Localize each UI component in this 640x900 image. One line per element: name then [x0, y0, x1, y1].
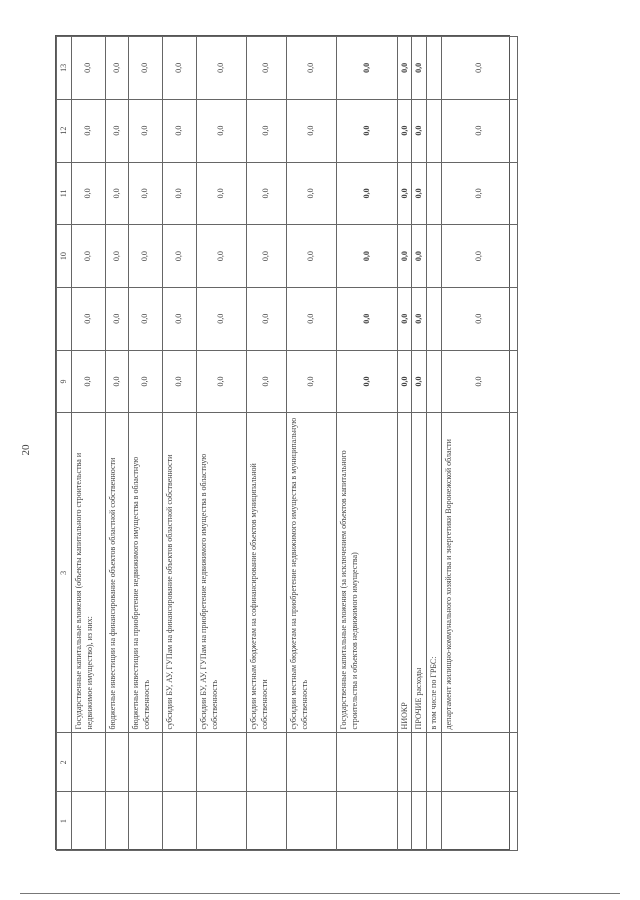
value-cell: 0,0	[105, 162, 128, 225]
page-number: 20	[20, 444, 32, 456]
empty-cell	[336, 792, 397, 851]
value-cell: 0,0	[105, 99, 128, 162]
value-cell: 0,0	[105, 225, 128, 288]
row-description: Государственные капитальные вложения (объекты капитального строительства и недвижимое имущество), из них:	[71, 413, 105, 733]
value-cell: 0,0	[196, 37, 246, 100]
page-bottom-rule	[20, 893, 620, 894]
value-cell: 0,0	[412, 225, 427, 288]
header-cell: 9	[57, 350, 72, 413]
value-cell: 0,0	[412, 99, 427, 162]
value-cell: 0,0	[412, 37, 427, 100]
table-row	[412, 37, 427, 851]
table-row	[105, 37, 128, 851]
empty-cell	[162, 733, 196, 792]
value-cell: 0,0	[397, 37, 412, 100]
header-cell: 1	[57, 792, 72, 851]
value-cell: 0,0	[286, 225, 336, 288]
value-cell: 0,0	[162, 99, 196, 162]
empty-cell	[441, 733, 517, 792]
table-header-row	[57, 37, 72, 851]
empty-cell	[397, 733, 412, 792]
header-cell: 12	[57, 99, 72, 162]
header-cell: 10	[57, 225, 72, 288]
empty-cell	[246, 792, 286, 851]
row-description: в том числе по ГРБС:	[426, 413, 441, 733]
value-cell: 0,0	[128, 225, 162, 288]
table-row	[246, 37, 286, 851]
value-cell: 0,0	[71, 162, 105, 225]
value-cell: 0,0	[128, 287, 162, 350]
value-cell: 0,0	[246, 225, 286, 288]
empty-cell	[71, 733, 105, 792]
table-row	[426, 37, 441, 851]
value-cell: 0,0	[128, 350, 162, 413]
value-cell: 0,0	[412, 287, 427, 350]
value-cell: 0,0	[128, 37, 162, 100]
empty-cell	[196, 733, 246, 792]
value-cell	[426, 225, 441, 288]
empty-cell	[196, 792, 246, 851]
value-cell: 0,0	[336, 350, 397, 413]
empty-cell	[397, 792, 412, 851]
value-cell: 0,0	[71, 225, 105, 288]
table-row	[196, 37, 246, 851]
value-cell: 0,0	[128, 162, 162, 225]
value-cell: 0,0	[196, 162, 246, 225]
value-cell: 0,0	[336, 37, 397, 100]
value-cell: 0,0	[397, 350, 412, 413]
row-description: субсидии местным бюджетам на софинансирование объектов муниципальной собственности	[246, 413, 286, 733]
empty-cell	[286, 792, 336, 851]
value-cell: 0,0	[162, 350, 196, 413]
row-description: НИОКР	[397, 413, 412, 733]
header-cell	[57, 287, 72, 350]
empty-cell	[246, 733, 286, 792]
value-cell: 0,0	[128, 99, 162, 162]
value-cell: 0,0	[286, 99, 336, 162]
table-row	[162, 37, 196, 851]
empty-cell	[336, 733, 397, 792]
empty-cell	[105, 733, 128, 792]
value-cell: 0,0	[71, 99, 105, 162]
rotated-table-container	[56, 36, 511, 851]
value-cell: 0,0	[397, 225, 412, 288]
value-cell: 0,0	[336, 99, 397, 162]
value-cell: 0,0	[441, 225, 517, 288]
value-cell: 0,0	[196, 225, 246, 288]
empty-cell	[426, 792, 441, 851]
table-row	[286, 37, 336, 851]
empty-cell	[412, 792, 427, 851]
value-cell: 0,0	[246, 350, 286, 413]
value-cell: 0,0	[105, 287, 128, 350]
value-cell: 0,0	[196, 350, 246, 413]
value-cell: 0,0	[397, 99, 412, 162]
value-cell: 0,0	[336, 162, 397, 225]
value-cell: 0,0	[71, 350, 105, 413]
row-description: ПРОЧИЕ расходы	[412, 413, 427, 733]
empty-cell	[128, 733, 162, 792]
table-row	[71, 37, 105, 851]
table-row	[397, 37, 412, 851]
value-cell: 0,0	[397, 162, 412, 225]
value-cell	[426, 99, 441, 162]
value-cell: 0,0	[105, 37, 128, 100]
value-cell: 0,0	[246, 99, 286, 162]
value-cell: 0,0	[286, 350, 336, 413]
row-description: Государственные капитальные вложения (за исключением объектов капитального строительства и объектов недвижимого имущества)	[336, 413, 397, 733]
value-cell: 0,0	[441, 99, 517, 162]
table-frame	[55, 35, 510, 850]
empty-cell	[128, 792, 162, 851]
value-cell: 0,0	[336, 287, 397, 350]
row-description: субсидии БУ, АУ, ГУПам на финансирование объектов областной собственности	[162, 413, 196, 733]
value-cell: 0,0	[397, 287, 412, 350]
value-cell: 0,0	[412, 162, 427, 225]
empty-cell	[105, 792, 128, 851]
value-cell	[426, 350, 441, 413]
value-cell	[426, 287, 441, 350]
value-cell: 0,0	[246, 37, 286, 100]
value-cell: 0,0	[105, 350, 128, 413]
value-cell: 0,0	[162, 287, 196, 350]
empty-cell	[162, 792, 196, 851]
value-cell: 0,0	[286, 162, 336, 225]
empty-cell	[71, 792, 105, 851]
row-description: субсидии местным бюджетам на приобретение недвижимого имущества в муниципальную собственность	[286, 413, 336, 733]
row-description: субсидии БУ, АУ, ГУПам на приобретение недвижимого имущества в областную собственность	[196, 413, 246, 733]
value-cell: 0,0	[441, 37, 517, 100]
value-cell: 0,0	[162, 37, 196, 100]
value-cell: 0,0	[196, 99, 246, 162]
value-cell	[426, 37, 441, 100]
header-cell: 2	[57, 733, 72, 792]
empty-cell	[441, 792, 517, 851]
row-description: департамент жилищно-коммунального хозяйства и энергетики Воронежской области	[441, 413, 517, 733]
value-cell: 0,0	[246, 287, 286, 350]
empty-cell	[426, 733, 441, 792]
value-cell	[426, 162, 441, 225]
value-cell: 0,0	[441, 350, 517, 413]
value-cell: 0,0	[196, 287, 246, 350]
value-cell: 0,0	[71, 287, 105, 350]
value-cell: 0,0	[412, 350, 427, 413]
value-cell: 0,0	[162, 162, 196, 225]
value-cell: 0,0	[71, 37, 105, 100]
empty-cell	[286, 733, 336, 792]
value-cell: 0,0	[441, 162, 517, 225]
value-cell: 0,0	[246, 162, 286, 225]
value-cell: 0,0	[441, 287, 517, 350]
header-cell: 13	[57, 37, 72, 100]
value-cell: 0,0	[336, 225, 397, 288]
table-row	[128, 37, 162, 851]
value-cell: 0,0	[286, 37, 336, 100]
row-description: бюджетные инвестиции на финансирование объектов областной собственности	[105, 413, 128, 733]
budget-table	[56, 36, 518, 851]
header-cell: 3	[57, 413, 72, 733]
empty-cell	[412, 733, 427, 792]
table-row	[441, 37, 517, 851]
row-description: бюджетные инвестиции на приобретение недвижимого имущества в областную собственность	[128, 413, 162, 733]
value-cell: 0,0	[162, 225, 196, 288]
header-cell: 11	[57, 162, 72, 225]
value-cell: 0,0	[286, 287, 336, 350]
table-row	[336, 37, 397, 851]
